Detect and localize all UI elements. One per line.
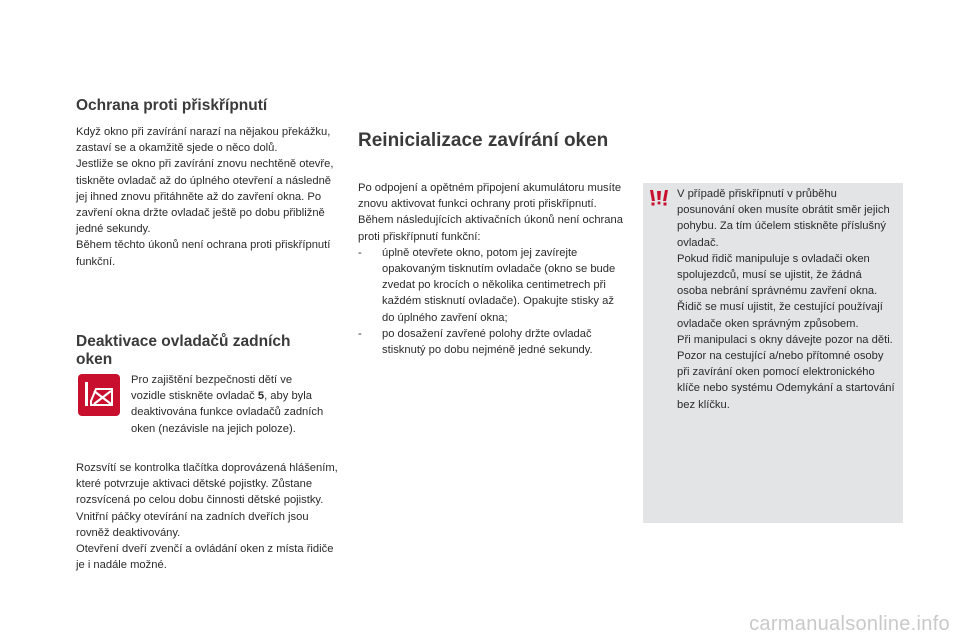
list-item: - po dosažení zavřené polohy držte ovladač stisknutý po dobu nejméně jedné sekundy. bbox=[358, 326, 624, 358]
paragraph: V případě přiskřípnutí v průběhu posunování oken musíte obrátit směr jejich pohybu. Za tím účelem stiskněte příslušný ovladač. bbox=[677, 188, 890, 249]
watermark: carmanualsonline.info bbox=[749, 613, 950, 635]
paragraph: Otevření dveří zvenčí a ovládání oken z místa řidiče je i nadále možné. bbox=[76, 543, 334, 572]
section-title-reinitialization: Reinicializace zavírání oken bbox=[358, 130, 609, 151]
paragraph: Pokud řidič manipuluje s ovladači oken spolujezdců, musí se ujistit, že žádná osoba nebrání správnému zavření okna. bbox=[677, 252, 878, 298]
paragraph: Řidič se musí ujistit, že cestující používají ovladače oken správným způsobem. bbox=[677, 301, 883, 330]
intro-text: Pro zajištění bezpečnosti dětí ve vozidle stiskněte ovladač bbox=[131, 374, 293, 403]
control-number: 5 bbox=[257, 390, 265, 403]
warning-exclamation-icon bbox=[648, 186, 670, 208]
rear-deactivation-text bbox=[76, 460, 338, 573]
paragraph: Když okno při zavírání narazí na nějakou překážku, zastaví se a okamžitě sjede o něco dolů. bbox=[76, 126, 331, 155]
paragraph: Během následujících aktivačních úkonů není ochrana proti přiskřípnutí funkční: bbox=[358, 214, 623, 243]
rear-deactivation-intro bbox=[131, 372, 327, 437]
paragraph: Rozsvítí se kontrolka tlačítka doprovázená hlášením, které potvrzuje aktivaci dětské pojistky. Zůstane rozsvícená po celou dobu činnosti dětské pojistky. bbox=[76, 462, 338, 507]
section-title-rear-deactivation: Deaktivace ovladačů zadních oken bbox=[76, 333, 291, 368]
section-title-anti-pinch: Ochrana proti přiskřípnutí bbox=[76, 97, 268, 114]
child-lock-window-icon bbox=[78, 374, 120, 416]
paragraph: Po odpojení a opětném připojení akumulátoru musíte znovu aktivovat funkci ochrany proti přiskřípnutí. bbox=[358, 182, 622, 211]
paragraph: Během těchto úkonů není ochrana proti přiskřípnutí funkční. bbox=[76, 239, 331, 268]
paragraph: Pozor na cestující a/nebo přítomné osoby při zavírání oken pomocí elektronického klíče nebo systému Odemykání a startování bez klíčku. bbox=[677, 350, 895, 411]
anti-pinch-text bbox=[76, 124, 338, 270]
intro-text: , aby byla deaktivována funkce ovladačů zadních oken (nezávisle na jejich poloze). bbox=[131, 390, 324, 435]
paragraph: Jestliže se okno při zavírání znovu nechtěně otevře, tiskněte ovladač až do úplného otevření a následně jej ihned znovu přitáhněte až do zavření okna. Po zavření okna držte ovladač ještě po dobu přibližně jedné sekundy. bbox=[76, 158, 334, 236]
paragraph bbox=[131, 372, 327, 437]
steps-list bbox=[358, 245, 624, 358]
paragraph: Vnitřní páčky otevírání na zadních dveřích jsou rovněž deaktivovány. bbox=[76, 510, 309, 539]
list-item: - úplně otevřete okno, potom jej zavírejte opakovaným tisknutím ovladače (okno se bude zvedat po krocích o několika centimetrech při každém stisknutí ovladače). Opakujte stisky až do úplného zavření okna; bbox=[358, 245, 624, 326]
paragraph: Při manipulaci s okny dávejte pozor na děti. bbox=[677, 333, 893, 346]
warning-text bbox=[677, 186, 895, 413]
reinitialization-text bbox=[358, 180, 624, 358]
